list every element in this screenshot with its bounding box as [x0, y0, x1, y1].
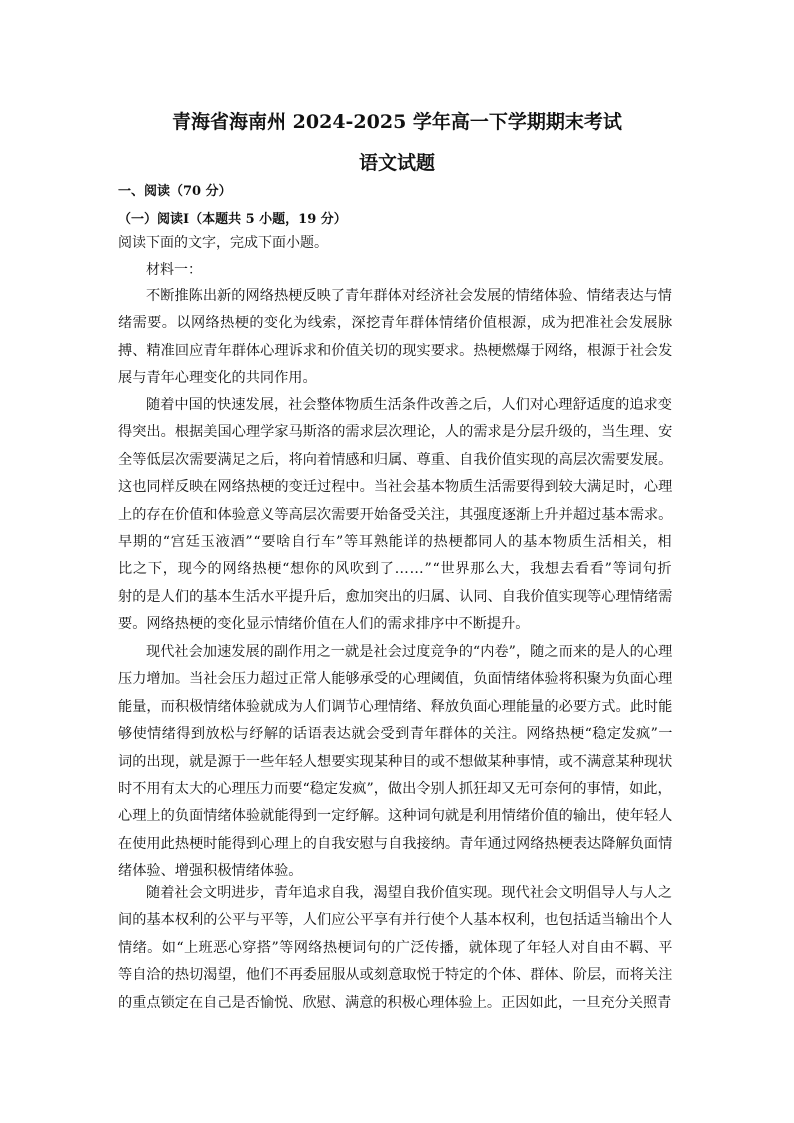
paragraph-line: 随着中国的快速发展，社会整体物质生活条件改善之后，人们对心理舒适度的追求变 — [146, 397, 672, 413]
paragraph-line: 展与青年心理变化的共同作用。 — [118, 370, 317, 387]
paragraph-line: 能量，而积极情绪体验就成为人们调节心理情绪、释放负面心理能量的必要方式。此时能 — [118, 698, 673, 715]
paragraph-line: 射的是人们的基本生活水平提升后，愈加突出的归属、认同、自我价值实现等心理情绪需 — [118, 588, 673, 605]
paragraph-line: 压力增加。当社会压力超过正常人能够承受的心理阈值，负面情绪体验将积聚为负面心理 — [118, 671, 673, 688]
material-label: 材料一： — [146, 262, 202, 278]
instruction-text: 阅读下面的文字，完成下面小题。 — [118, 235, 328, 251]
document-subtitle: 语文试题 — [358, 152, 435, 174]
paragraph-line: 的重点锁定在自己是否愉悦、欣慰、满意的积极心理体验上。正因如此，一旦充分关照青 — [118, 994, 672, 1011]
section-heading: 一、阅读（70 分） — [118, 184, 232, 199]
paragraph-line: 绪需要。以网络热梗的变化为线索，深挖青年群体情绪价值根源，成为把准社会发展脉 — [118, 315, 673, 332]
document-title: 青海省海南州 2024-2025 学年高一下学期期末考试 — [172, 111, 622, 133]
paragraph-line: 全等低层次需要满足之后，将向着情感和归属、尊重、自我价值实现的高层次需要发展。 — [118, 451, 673, 468]
paragraph-line: 情绪。如“上班恶心穿搭”等网络热梗词句的广泛传播，就体现了年轻人对自由不羁、平 — [118, 939, 673, 956]
paragraph-line: 随着社会文明进步，青年追求自我，渴望自我价值实现。现代社会文明倡导人与人之 — [146, 885, 672, 901]
paragraph-line: 绪体验、增强积极情绪体验。 — [118, 863, 303, 880]
paragraph-line: 这也同样反映在网络热梗的变迁过程中。当社会基本物质生活需要得到较大满足时，心理 — [118, 479, 673, 496]
paragraph-line: 等自洽的热切渴望，他们不再委屈服从或刻意取悦于特定的个体、群体、阶层，而将关注 — [118, 967, 673, 984]
paragraph-line: 时不用有太大的心理压力而要“稳定发疯”，做出令别人抓狂却又无可奈何的事情，如此， — [118, 781, 672, 797]
subsection-heading: （一）阅读Ⅰ（本题共 5 小题，19 分） — [118, 212, 347, 227]
paragraph-line: 间的基本权利的公平与平等，人们应公平享有并行使个人基本权利，也包括适当输出个人 — [118, 912, 673, 929]
paragraph-line: 早期的“宫廷玉液酒”“要啥自行车”等耳熟能详的热梗都同人的基本物质生活相关，相 — [118, 534, 673, 550]
paragraph-line: 不断推陈出新的网络热梗反映了青年群体对经济社会发展的情绪体验、情绪表达与情 — [146, 288, 672, 304]
paragraph-line: 心理上的负面情绪体验就能得到一定纾解。这种词句就是利用情绪价值的输出，使年轻人 — [118, 808, 673, 825]
paragraph-line: 在使用此热梗时能得到心理上的自我安慰与自我接纳。青年通过网络热梗表达降解负面情 — [118, 835, 673, 852]
paragraph-line: 比之下，现今的网络热梗“想你的风吹到了……”“世界那么大，我想去看看”等词句折 — [118, 561, 673, 578]
paragraph-line: 要。网络热梗的变化显示情绪价值在人们的需求排序中不断提升。 — [118, 616, 530, 633]
paragraph-line: 够使情绪得到放松与纾解的话语表达就会受到青年群体的关注。网络热梗“稳定发疯”一 — [118, 726, 673, 743]
paragraph-line: 现代社会加速发展的副作用之一就是社会过度竞争的“内卷”，随之而来的是人的心理 — [146, 644, 673, 660]
paragraph-line: 上的存在价值和体验意义等高层次需要开始备受关注，其强度逐渐上升并超过基本需求。 — [118, 506, 673, 523]
paragraph-line: 得突出。根据美国心理学家马斯洛的需求层次理论，人的需求是分层升级的，当生理、安 — [118, 424, 673, 441]
paragraph-line: 搏、精准回应青年群体心理诉求和价值关切的现实要求。热梗燃爆于网络，根源于社会发 — [118, 342, 673, 359]
paragraph-line: 词的出现，就是源于一些年轻人想要实现某种目的或不想做某种事情，或不满意某种现状 — [118, 753, 673, 770]
